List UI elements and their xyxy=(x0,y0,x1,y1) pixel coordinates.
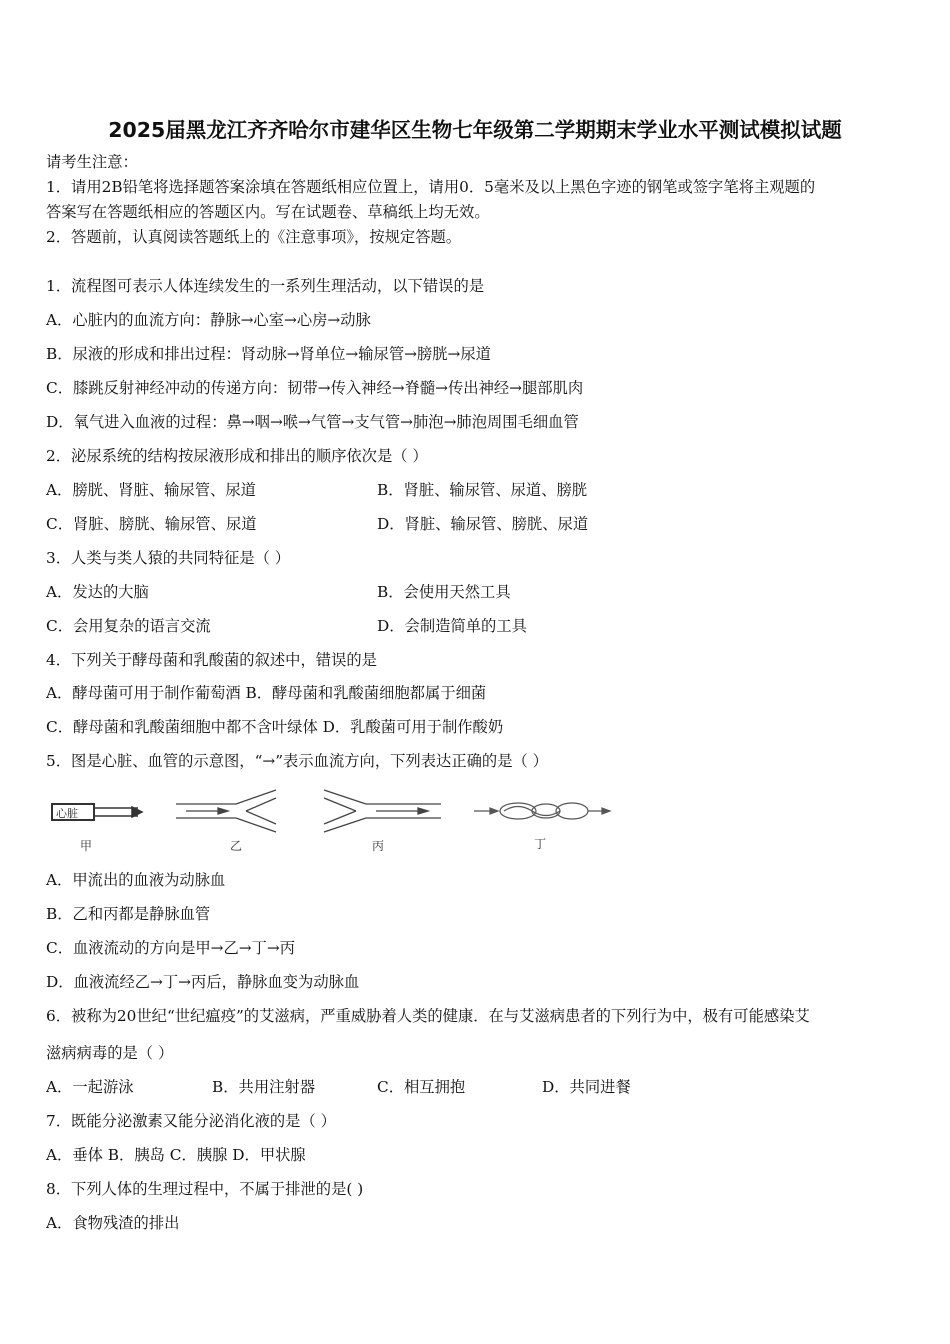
q3-option-c: C．会用复杂的语言交流 xyxy=(46,617,211,635)
page-title: 2025届黑龙江齐齐哈尔市建华区生物七年级第二学期期末学业水平测试模拟试题 xyxy=(108,118,842,142)
notice-heading: 请考生注意： xyxy=(46,153,138,171)
q6-option-c: C．相互拥抱 xyxy=(377,1078,466,1096)
q2-option-c: C．肾脏、膀胱、输尿管、尿道 xyxy=(46,515,257,533)
diagram-label-ding: 丁 xyxy=(534,837,547,851)
q5-stem: 5．图是心脏、血管的示意图，“→”表示血流方向，下列表达正确的是（ ） xyxy=(46,752,548,770)
diagram-vessel-bing xyxy=(324,790,441,832)
q5-option-a: A．甲流出的血液为动脉血 xyxy=(46,871,226,889)
q6-stem-line-2: 滋病病毒的是（ ） xyxy=(46,1044,174,1062)
q3-stem: 3．人类与类人猿的共同特征是（ ） xyxy=(46,549,291,567)
q3-option-a: A．发达的大脑 xyxy=(46,583,149,601)
q1-option-b: B．尿液的形成和排出过程：肾动脉→肾单位→输尿管→膀胱→尿道 xyxy=(46,345,491,363)
diagram-capillary-ding xyxy=(474,803,610,819)
diagram-label-yi: 乙 xyxy=(230,839,243,853)
q4-stem: 4．下列关于酵母菌和乳酸菌的叙述中，错误的是 xyxy=(46,651,377,669)
q6-option-a: A．一起游泳 xyxy=(46,1078,134,1096)
q6-option-d: D．共同进餐 xyxy=(542,1078,631,1096)
q8-option-a: A．食物残渣的排出 xyxy=(46,1214,180,1232)
q4-options-cd: C．酵母菌和乳酸菌细胞中都不含叶绿体 D．乳酸菌可用于制作酸奶 xyxy=(46,718,504,736)
diagram-vessel-yi xyxy=(176,790,276,832)
diagram-label-bing: 丙 xyxy=(372,839,385,853)
q2-option-d: D．肾脏、输尿管、膀胱、尿道 xyxy=(377,515,589,533)
q6-option-b: B．共用注射器 xyxy=(212,1078,316,1096)
notice-item-1-line-2: 答案写在答题纸相应的答题区内。写在试题卷、草稿纸上均无效。 xyxy=(46,203,490,221)
q7-stem: 7．既能分泌激素又能分泌消化液的是（ ） xyxy=(46,1112,336,1130)
q3-option-b: B．会使用天然工具 xyxy=(377,583,511,601)
q1-option-d: D．氧气进入血液的过程：鼻→咽→喉→气管→支气管→肺泡→肺泡周围毛细血管 xyxy=(46,413,579,431)
notice-item-1-line-1: 1．请用2B铅笔将选择题答案涂填在答题纸相应位置上，请用0．5毫米及以上黑色字迹的钢笔或签字笔将主观题的 xyxy=(46,178,816,196)
q2-stem: 2．泌尿系统的结构按尿液形成和排出的顺序依次是（ ） xyxy=(46,447,428,465)
q8-stem: 8．下列人体的生理过程中，不属于排泄的是( ) xyxy=(46,1180,364,1198)
q1-option-a: A．心脏内的血流方向：静脉→心室→心房→动脉 xyxy=(46,311,371,329)
q5-option-c: C．血液流动的方向是甲→乙→丁→丙 xyxy=(46,939,296,957)
q4-options-ab: A．酵母菌可用于制作葡萄酒 B．酵母菌和乳酸菌细胞都属于细菌 xyxy=(46,684,487,702)
q2-option-b: B．肾脏、输尿管、尿道、膀胱 xyxy=(377,481,588,499)
q2-option-a: A．膀胱、肾脏、输尿管、尿道 xyxy=(46,481,256,499)
diagram-label-jia: 甲 xyxy=(80,839,93,853)
q1-option-c: C．膝跳反射神经冲动的传递方向：韧带→传入神经→脊髓→传出神经→腿部肌肉 xyxy=(46,379,584,397)
q3-option-d: D．会制造简单的工具 xyxy=(377,617,527,635)
q5-option-d: D．血液流经乙→丁→丙后，静脉血变为动脉血 xyxy=(46,973,360,991)
q5-diagram xyxy=(46,786,626,856)
q7-options: A．垂体 B．胰岛 C．胰腺 D．甲状腺 xyxy=(46,1146,306,1164)
q1-stem: 1．流程图可表示人体连续发生的一系列生理活动，以下错误的是 xyxy=(46,277,485,295)
q6-stem-line-1: 6．被称为20世纪“世纪瘟疫”的艾滋病，严重威胁着人类的健康．在与艾滋病患者的下列行为中，极有可能感染艾 xyxy=(46,1007,810,1025)
notice-item-2: 2．答题前，认真阅读答题纸上的《注意事项》，按规定答题。 xyxy=(46,228,462,246)
diagram-heart-label: 心脏 xyxy=(56,807,78,820)
q5-option-b: B．乙和丙都是静脉血管 xyxy=(46,905,211,923)
